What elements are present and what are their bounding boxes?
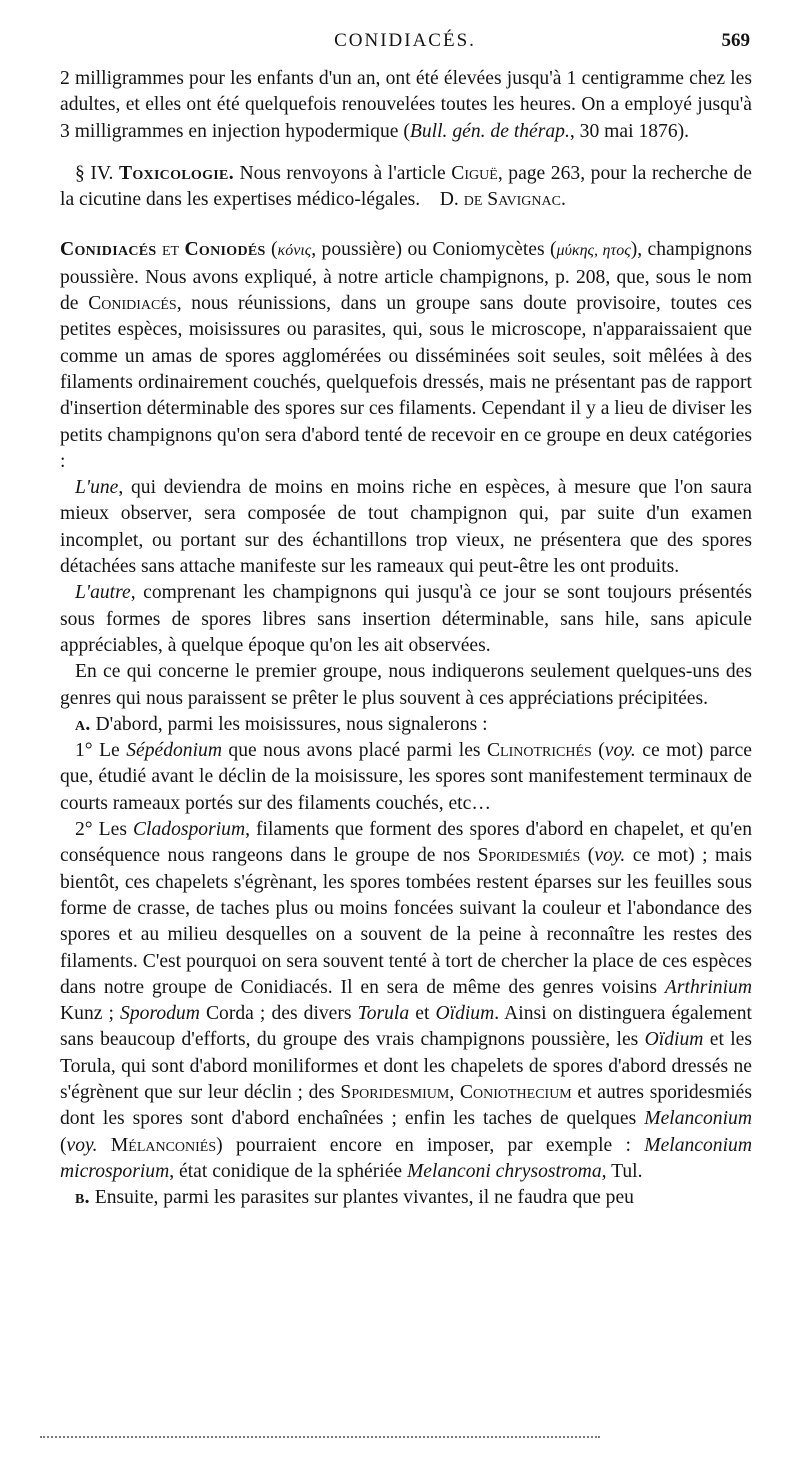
section-b-text: Ensuite, parmi les parasites sur plantes vivantes, il ne faudra que peu [89,1187,634,1209]
item-2-text-f: ) pourraient encore en imposer, par exemple : [216,1134,645,1156]
author-initial: D. [439,189,459,211]
item-1-paragraph: 1° Le Sépédonium que nous avons placé parmi les Clinotrichés (voy. ce mot) parce que, étudié avant le déclin de la moisissure, les spores sont manifestement terminaux de courts rameaux portés sur des filaments couchés, etc… [60,740,752,814]
kunz-author: Kunz ; [60,1003,121,1025]
torula-genus: Torula [357,1003,410,1025]
item-2-text-d: et les Torula, qui sont d'abord moniliformes et dont les chapelets de spores d'abord dressés ne s'égrènent que sur leur déclin ; des [60,1029,752,1103]
melanconies-term: Mélanconiés [110,1134,217,1156]
sporidesmium-term: Sporidesmium [340,1081,450,1103]
voy-ref-2: voy. [594,845,626,867]
intro-text-a: ), champignons poussière. Nous avons expliqué, à notre article champignons, p. 208, que, sous le nom de [60,239,753,315]
item-2-text-g: , état conidique de la sphériée [169,1160,407,1182]
item-2-text-b: ce mot) ; mais bientôt, ces chapelets s'égrènant, les spores tombées restent éparses sur les feuilles sous forme de crasse, de taches plus ou moins foncées suivant la couleur et l'abondance des spores et au milieu desquelles on a souvent de la peine à reconnaître les restes des filaments. C'est pourquoi on sera souvent tenté à tort de chercher la place de ces espèces dans notre groupe de Conidiacés. Il en sera de même des genres voisins [60,845,752,998]
article-headword: Conidiacés [60,239,157,261]
melanconium-genus: Melanconium [644,1108,752,1130]
bulletin-reference: Bull. gén. de thérap. [409,120,570,142]
bulletin-date: , 30 mai 1876). [569,120,690,142]
une-paragraph [60,475,752,580]
section-a-text: D'abord, parmi les moisissures, nous signalerons : [90,713,488,735]
comma-separator: , [449,1081,460,1103]
autre-label: L'autre [75,582,131,604]
body-text [60,66,752,1211]
item-2-text-a: , filaments que forment des spores d'abord en chapelet, et qu'en conséquence nous rangeons dans le groupe de nos [60,819,752,867]
item-2-number: 2° Les [75,819,133,841]
cigue-tail-text: 2 milligrammes pour les enfants d'un an, ont été élevées jusqu'à 1 centigramme chez les adultes, et elles ont été quelquefois renouvelées toutes les heures. On a employé jusqu'à 3 milligrammes en injection hypodermique ( [60,68,752,142]
sepedonium-genus: Sépédonium [126,740,222,762]
headword-conjunction: et [161,239,180,261]
section-b-letter: b. [75,1187,90,1209]
cladosporium-genus: Cladosporium [132,819,246,841]
item-1-text-b: ce mot) parce que, étudié avant le déclin de la moisissure, les spores sont manifestement terminaux de courts rameaux portés sur des filaments couchés, etc… [60,740,752,814]
sporidesmies-term: Sporidesmiés [477,845,581,867]
oidium-genus-2: Oïdium [644,1029,704,1051]
running-head: CONIDIACÉS. [334,30,476,51]
item-1-text-a: que nous avons placé parmi les [221,740,487,762]
une-label: L'une [75,477,119,499]
page-header [60,30,750,58]
article-intro-paragraph: Conidiacés et Coniodés (κόνις, poussière) ou Coniomycètes (μύκης, ητος), champignons poussière. Nous avons expliqué, à notre article champignons, p. 208, que, sous le nom de Conidiacés, nous réunissions, dans un groupe sans doute provisoire, toutes ces petites espèces, moisissures ou parasites, qui, sous le microscope, n'apparaissaient que comme un amas de spores agglomérées ou disséminées soit seules, soit mêlées à des filaments ordinairement couchés, quelquefois dressés, mais ne présentant pas de rapport d'insertion déterminable des spores sur ces filaments. Cependant il y a lieu de diviser les petits champignons qu'on sera d'abord tenté de recevoir en ce groupe en deux catégories : [60,239,753,472]
melanconi-chrysostroma: Melanconi chrysostroma [406,1160,602,1182]
arthrinium-genus: Arthrinium [664,976,752,998]
section-a-paragraph [60,712,752,738]
oidium-genus: Oïdium [435,1003,495,1025]
toxicologie-text-b: , page 263, pour la recherche de la cicutine dans les expertises médico-légales. [60,162,752,211]
conjunction-et: et [409,1003,436,1025]
une-text: , qui deviendra de moins en moins riche en espèces, à mesure que l'on saura mieux observer, sera composée de tout champignon qui, par suite d'un examen incomplet, ou portant sur des échantillons trop vieux, ne présentera que des spores détachées sans attache manifeste sur les rameaux qui peut-être les ont produits. [60,477,752,578]
coniothecium-term: Coniothecium [459,1081,572,1103]
greek-etymology-1: κόνις [277,242,312,260]
voy-ref-3: voy. [66,1134,98,1156]
item-2-text-c: . Ainsi on distinguera également sans beaucoup d'efforts, du groupe des vrais champignons poussière, les [60,1003,752,1051]
conidiaces-term: Conidiacés [88,293,177,315]
author-name: de Savignac. [463,189,566,211]
greek-etymology-2: μύκης, ητος [556,242,631,260]
premier-groupe-paragraph [60,659,752,712]
clinotriches-term: Clinotrichés [486,740,592,762]
sporodum-genus: Sporodum [120,1003,200,1025]
corda-author: Corda ; des divers [199,1003,358,1025]
cigue-paragraph-end [60,66,752,145]
tulasne-author: , Tul. [601,1160,643,1182]
autre-paragraph [60,580,752,659]
cigue-cross-reference: Ciguë [451,162,498,184]
toxicologie-heading: Toxicologie. [118,162,234,184]
item-1-number: 1° Le [75,740,127,762]
section-a-letter: a. [75,713,91,735]
item-2-text-e: et autres sporidesmiés dont les spores sont d'abord enchaînées ; enfin les taches de quelques [60,1081,753,1130]
item-2-paragraph: 2° Les Cladosporium, filaments que forment des spores d'abord en chapelet, et qu'en conséquence nous rangeons dans le groupe de nos Sporidesmiés (voy. ce mot) ; mais bientôt, ces chapelets s'égrènant, les spores tombées restent éparses sur les feuilles sous forme de crasse, de taches plus ou moins foncées suivant la couleur et l'abondance des spores et au milieu desquelles on a souvent de la peine à reconnaître les restes des filaments. C'est pourquoi on sera souvent tenté à tort de chercher la place de ces espèces dans notre groupe de Conidiacés. Il en sera de même des genres voisins Arthrinium Kunz ; Sporodum Corda ; des divers Torula et Oïdium. Ainsi on distinguera également sans beaucoup d'efforts, du groupe des vrais champignons poussière, les Oïdium et les Torula, qui sont d'abord moniliformes et dont les chapelets de spores d'abord dressés ne s'égrènent que sur leur déclin ; des Sporidesmium, Coniothecium et autres sporidesmiés dont les spores sont d'abord enchaînées ; enfin les taches de quelques Melanconium (voy. Mélanconiés) pourraient encore en imposer, par exemple : Melanconium microsporium, état conidique de la sphériée Melanconi chrysostroma, Tul. [60,819,753,1182]
section-number: § IV. [75,162,114,184]
gloss-1: , poussière) ou Coniomycètes ( [311,239,557,261]
page-number: 569 [721,30,750,51]
article-headword-2: Coniodés [184,239,266,261]
toxicologie-paragraph [60,161,752,214]
intro-text-b: , nous réunissions, dans un groupe sans doute provisoire, toutes ces petites espèces, moisissures ou parasites, qui, sous le microscope, n'apparaissaient que comme un amas de spores agglomérées ou disséminées soit seules, soit mêlées à des filaments ordinairement couchés, quelquefois dressés, mais ne présentant pas de rapport d'insertion déterminable des spores sur ces filaments. Cependant il y a lieu de diviser les petits champignons qu'on sera d'abord tenté de recevoir en ce groupe en deux catégories : [60,293,752,472]
melanconium-microsporium: Melanconium microsporium [60,1134,752,1182]
bottom-scan-artifact-rule [40,1436,600,1438]
premier-groupe-text: En ce qui concerne le premier groupe, nous indiquerons seulement quelques-uns des genres qui nous paraissent se prêter le plus souvent à ces appréciations précipitées. [60,661,752,709]
autre-text: , comprenant les champignons qui jusqu'à ce jour se sont toujours présentés sous formes de spores libres sans insertion déterminable, sans hile, sans apicule appréciables, à quelque époque qu'on les ait observées. [60,582,752,656]
voy-ref-1: voy. [604,740,636,762]
toxicologie-text-a: Nous renvoyons à l'article [233,162,452,184]
section-b-paragraph [60,1185,752,1211]
